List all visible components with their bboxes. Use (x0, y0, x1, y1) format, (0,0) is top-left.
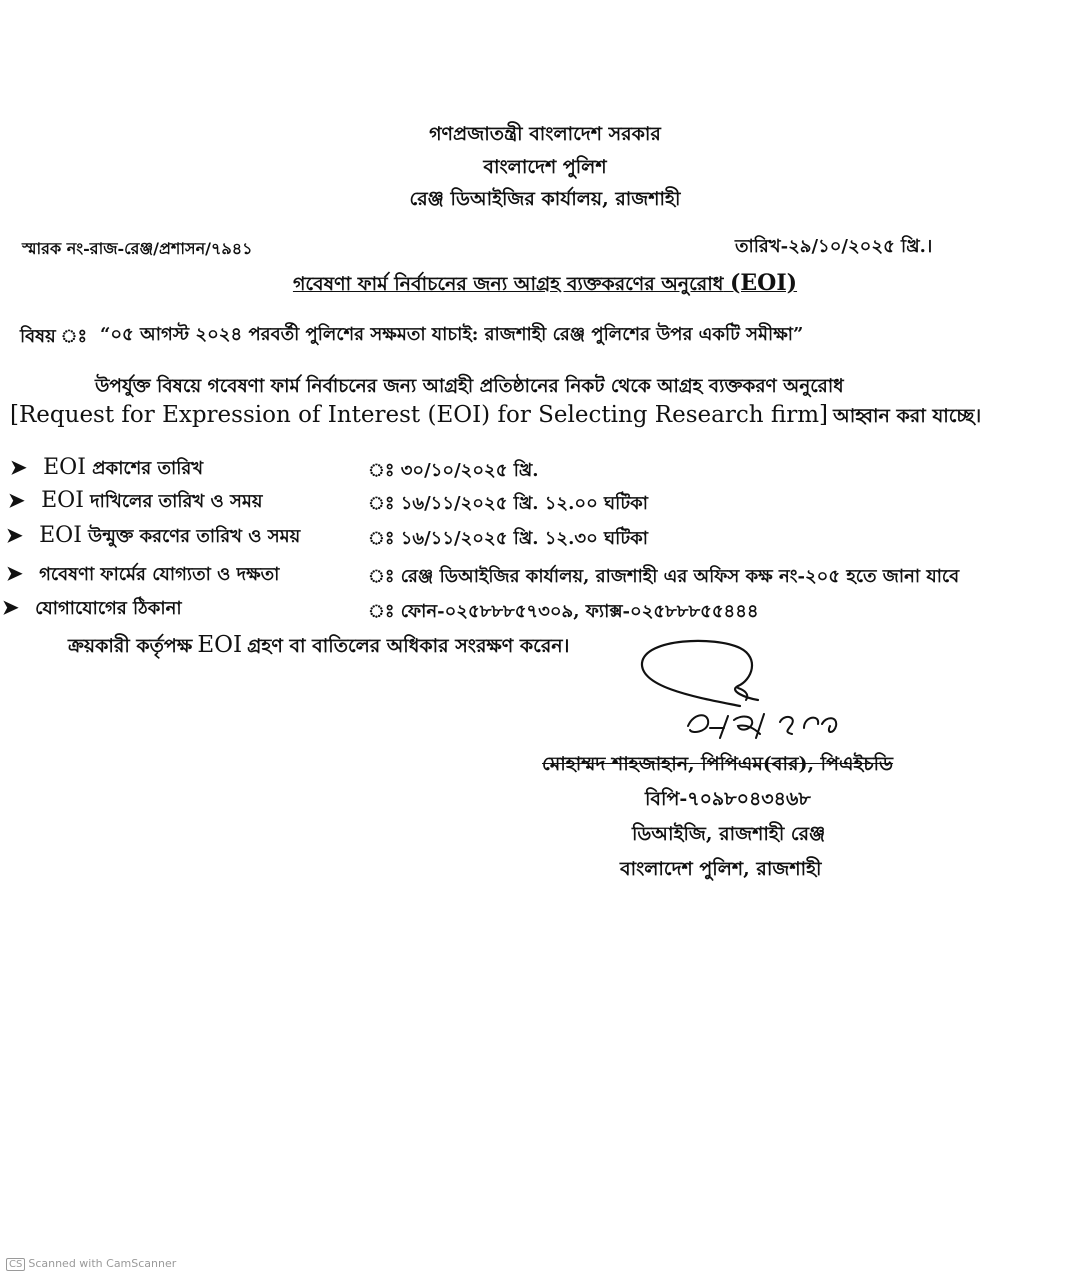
item-value: ঃ ফোন-০২৫৮৮৮৫৭৩০৯, ফ্যাক্স-০২৫৮৮৮৫৫৪৪৪ (368, 601, 759, 622)
signatory-name (542, 750, 893, 782)
paragraph-line2 (10, 402, 981, 434)
memo-reference: স্মারক নং-রাজ-রেঞ্জ/প্রশাসন/৭৯৪১ (22, 239, 253, 258)
item-value: ঃ ১৬/১১/২০২৫ খ্রি. ১২.০০ ঘটিকা (368, 493, 648, 514)
header-government: গণপ্রজাতন্ত্রী বাংলাদেশ সরকার (429, 123, 661, 145)
signatory-office: বাংলাদেশ পুলিশ, রাজশাহী (620, 858, 822, 880)
paragraph-line2-bangla: আহ্বান করা যাচ্ছে। (833, 405, 982, 427)
paragraph-line1: উপর্যুক্ত বিষয়ে গবেষণা ফার্ম নির্বাচনের জন্য আগ্রহী প্রতিষ্ঠানের নিকট থেকে আগ্রহ ব্যক্তকরণ অনুরোধ (95, 376, 844, 397)
closing-text-after: গ্রহণ বা বাতিলের অধিকার সংরক্ষণ করেন। (247, 635, 570, 657)
arrow-bullet-icon: ➤ (2, 595, 19, 619)
arrow-bullet-icon: ➤ (10, 455, 27, 479)
signatory-designation: ডিআইজি, রাজশাহী রেঞ্জ (632, 823, 826, 845)
item-label-en: EOI (43, 455, 86, 480)
arrow-bullet-icon: ➤ (6, 561, 23, 585)
list-item (2, 594, 182, 625)
closing-statement (68, 632, 569, 664)
item-label-en: EOI (39, 523, 82, 548)
arrow-bullet-icon: ➤ (8, 488, 25, 512)
signatory-bp-number: বিপি-৭০৯৮০৪৩৪৬৮ (645, 788, 811, 810)
title-text: গবেষণা ফার্ম নির্বাচনের জন্য আগ্রহ ব্যক্তকরণের অনুরোধ (292, 273, 724, 295)
item-label: প্রকাশের তারিখ (92, 458, 204, 479)
camscanner-logo-icon: CS (6, 1258, 25, 1271)
item-label: যোগাযোগের ঠিকানা (35, 598, 182, 619)
list-item (6, 522, 300, 553)
camscanner-text: Scanned with CamScanner (28, 1257, 177, 1270)
list-item (10, 454, 203, 485)
title-acronym: (EOI) (730, 270, 798, 296)
item-value: ঃ ১৬/১১/২০২৫ খ্রি. ১২.৩০ ঘটিকা (368, 528, 648, 549)
item-value: ঃ রেঞ্জ ডিআইজির কার্যালয়, রাজশাহী এর অফিস কক্ষ নং-২০৫ হতে জানা যাবে (368, 566, 960, 587)
item-label: দাখিলের তারিখ ও সময় (90, 491, 263, 512)
list-item (8, 487, 263, 518)
item-label-en: EOI (41, 488, 84, 513)
camscanner-watermark (6, 1257, 176, 1271)
item-value: ঃ ৩০/১০/২০২৫ খ্রি. (368, 460, 539, 481)
paragraph-line2-english: [Request for Expression of Interest (EOI) for Selecting Research firm] (10, 402, 828, 428)
header-office: রেঞ্জ ডিআইজির কার্যালয়, রাজশাহী (409, 188, 681, 210)
arrow-bullet-icon: ➤ (6, 523, 23, 547)
list-item (6, 560, 279, 591)
subject-label: বিষয় ঃ (20, 326, 88, 347)
item-label: উন্মুক্ত করণের তারিখ ও সময় (88, 526, 301, 547)
closing-text-before: ক্রয়কারী কর্তৃপক্ষ (68, 635, 193, 657)
signatory-name-text: মোহাম্মদ শাহজাহান, পিপিএম(বার), পিএইচডি (542, 753, 894, 775)
memo-date: তারিখ-২৯/১০/২০২৫ খ্রি.। (735, 236, 933, 257)
item-label: গবেষণা ফার্মের যোগ্যতা ও দক্ষতা (39, 564, 280, 585)
handwritten-date-icon (680, 702, 920, 742)
subject-text: “০৫ আগস্ট ২০২৪ পরবর্তী পুলিশের সক্ষমতা যাচাই: রাজশাহী রেঞ্জ পুলিশের উপর একটি সমীক্ষা” (100, 324, 804, 345)
closing-text-en: EOI (197, 632, 243, 658)
document-title (0, 270, 1090, 302)
header-police: বাংলাদেশ পুলিশ (483, 156, 607, 178)
